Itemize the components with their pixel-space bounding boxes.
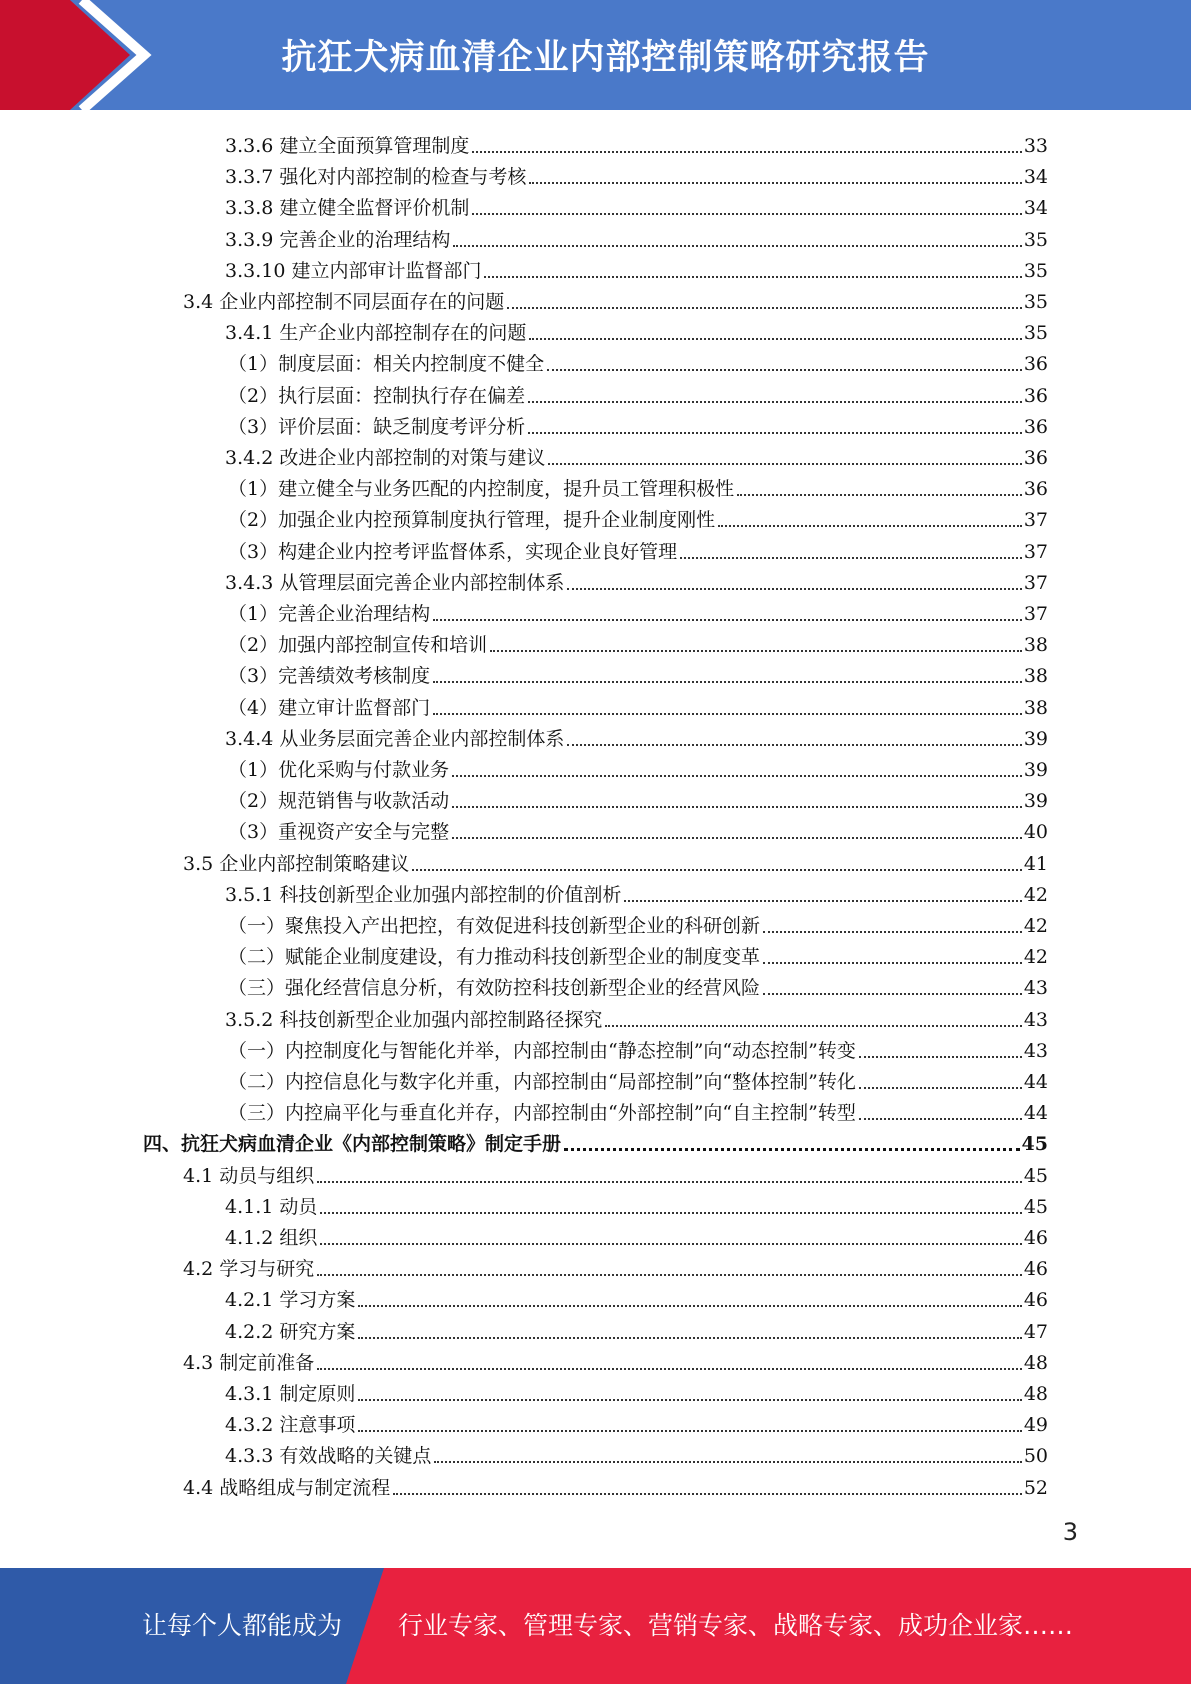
toc-entry[interactable]	[225, 720, 1048, 751]
toc-dot-leader	[763, 931, 1022, 933]
toc-entry-page: 41	[1023, 852, 1048, 875]
toc-dot-leader	[433, 713, 1022, 715]
toc-entry-page: 37	[1023, 540, 1048, 563]
toc-entry-title: （2）加强内部控制宣传和培训	[228, 634, 488, 657]
toc-entry-page: 36	[1023, 478, 1048, 501]
toc-dot-leader	[529, 182, 1021, 184]
toc-entry-title: 4.3.1 制定原则	[225, 1383, 356, 1405]
toc-entry-title: （二）赋能企业制度建设，有力推动科技创新型企业的制度变革	[228, 946, 761, 969]
toc-entry[interactable]	[225, 1188, 1048, 1219]
toc-entry-title: （二）内控信息化与数字化并重，内部控制由“局部控制”向“整体控制”转化	[228, 1071, 856, 1093]
toc-entry-title: 4.3.3 有效战略的关键点	[225, 1445, 432, 1468]
toc-entry-title: （一）聚焦投入产出把控，有效促进科技创新型企业的科研创新	[228, 915, 761, 937]
toc-entry-title: 4.2.1 学习方案	[225, 1289, 356, 1312]
toc-entry-page: 44	[1023, 1102, 1048, 1125]
toc-dot-leader	[453, 245, 1021, 247]
toc-entry-page: 43	[1023, 977, 1048, 1000]
toc-entry-page: 48	[1023, 1351, 1048, 1374]
toc-entry[interactable]	[183, 1157, 1048, 1188]
toc-entry-title: 4.3 制定前准备	[183, 1351, 315, 1374]
toc-entry-page: 38	[1023, 665, 1048, 688]
toc-entry[interactable]	[225, 158, 1048, 189]
toc-dot-leader	[484, 276, 1021, 278]
toc-entry-page: 36	[1023, 384, 1048, 407]
toc-entry-title: （三）强化经营信息分析，有效防控科技创新型企业的经营风险	[228, 977, 761, 1000]
toc-dot-leader	[529, 338, 1021, 340]
toc-entry[interactable]	[183, 845, 1048, 876]
toc-dot-leader	[605, 1025, 1021, 1027]
toc-entry-title: 3.5.2 科技创新型企业加强内部控制路径探究	[225, 1008, 603, 1031]
toc-entry[interactable]	[228, 1032, 1048, 1063]
toc-dot-leader	[680, 557, 1022, 559]
toc-dot-leader	[859, 1056, 1022, 1058]
toc-dot-leader	[859, 1087, 1022, 1089]
toc-entry[interactable]	[225, 564, 1048, 595]
toc-entry-title: 4.2.2 研究方案	[225, 1320, 356, 1343]
toc-entry-page: 39	[1023, 727, 1048, 750]
toc-entry-page: 40	[1023, 821, 1048, 844]
toc-entry[interactable]	[228, 408, 1048, 439]
toc-entry-page: 35	[1023, 322, 1048, 345]
toc-dot-leader	[358, 1399, 1021, 1401]
toc-entry-page: 43	[1023, 1008, 1048, 1031]
toc-entry[interactable]	[228, 907, 1048, 938]
toc-entry[interactable]	[228, 501, 1048, 532]
toc-entry-page: 37	[1023, 509, 1048, 532]
toc-entry-page: 47	[1023, 1320, 1048, 1343]
toc-entry[interactable]	[228, 533, 1048, 564]
toc-dot-leader	[718, 525, 1022, 527]
toc-dot-leader	[358, 1430, 1021, 1432]
toc-dot-leader	[564, 1148, 1020, 1151]
toc-entry[interactable]	[225, 876, 1048, 907]
toc-entry-title: （1）优化采购与付款业务	[228, 759, 450, 781]
toc-entry-page: 37	[1023, 603, 1048, 625]
toc-entry-title: （三）内控扁平化与垂直化并存，内部控制由“外部控制”向“自主控制”转型	[228, 1102, 856, 1125]
toc-entry-page: 35	[1023, 259, 1048, 282]
toc-dot-leader	[320, 1212, 1021, 1214]
toc-entry-title: （2）执行层面：控制执行存在偏差	[228, 384, 526, 407]
toc-entry[interactable]	[228, 1063, 1048, 1094]
toc-entry-page: 43	[1023, 1039, 1048, 1062]
toc-dot-leader	[317, 1274, 1022, 1276]
page-header	[0, 0, 1191, 110]
toc-entry[interactable]	[228, 470, 1048, 501]
toc-entry-title: （1）建立健全与业务匹配的内控制度，提升员工管理积极性	[228, 478, 735, 501]
footer-slogan-left: 让每个人都能成为	[142, 1611, 343, 1640]
toc-dot-leader	[548, 463, 1021, 465]
toc-entry[interactable]	[225, 127, 1048, 158]
page-number: 3	[1062, 1518, 1078, 1546]
toc-entry-title: 3.4.1 生产企业内部控制存在的问题	[225, 322, 527, 345]
toc-dot-leader	[452, 806, 1022, 808]
toc-entry-page: 50	[1023, 1445, 1048, 1468]
toc-dot-leader	[490, 650, 1022, 652]
toc-entry[interactable]	[228, 626, 1048, 657]
toc-entry-page: 46	[1023, 1289, 1048, 1312]
toc-entry-title: 4.1.2 组织	[225, 1227, 318, 1249]
toc-entry[interactable]	[225, 1001, 1048, 1032]
toc-dot-leader	[434, 1461, 1021, 1463]
toc-entry-title: 4.1.1 动员	[225, 1195, 318, 1218]
toc-entry-title: 3.3.9 完善企业的治理结构	[225, 228, 451, 251]
toc-entry-page: 36	[1023, 415, 1048, 438]
toc-entry-title: 4.2 学习与研究	[183, 1258, 315, 1281]
toc-entry-page: 39	[1023, 790, 1048, 813]
toc-entry-page: 42	[1023, 915, 1048, 937]
toc-entry[interactable]	[228, 813, 1048, 844]
document-title: 抗狂犬病血清企业内部控制策略研究报告	[281, 38, 930, 78]
toc-dot-leader	[412, 869, 1022, 871]
toc-entry-page: 44	[1023, 1071, 1048, 1093]
toc-entry-page: 33	[1023, 135, 1048, 157]
toc-entry-title: 3.5 企业内部控制策略建议	[183, 852, 410, 875]
toc-entry-title: 3.4.3 从管理层面完善企业内部控制体系	[225, 571, 565, 594]
toc-dot-leader	[358, 1305, 1021, 1307]
toc-entry[interactable]	[225, 1219, 1048, 1250]
toc-dot-leader	[547, 369, 1022, 371]
toc-entry[interactable]	[183, 1344, 1048, 1375]
toc-entry-page: 35	[1023, 228, 1048, 251]
toc-entry-page: 49	[1023, 1414, 1048, 1437]
toc-entry[interactable]	[183, 283, 1048, 314]
toc-entry-page: 46	[1023, 1227, 1048, 1249]
toc-entry[interactable]	[183, 1469, 1048, 1500]
toc-entry[interactable]	[228, 938, 1048, 969]
toc-entry-page: 45	[1023, 1195, 1048, 1218]
toc-dot-leader	[452, 837, 1022, 839]
toc-entry-page: 45	[1023, 1164, 1048, 1187]
toc-entry-page: 35	[1023, 291, 1048, 313]
toc-entry[interactable]	[228, 782, 1048, 813]
toc-dot-leader	[528, 401, 1022, 403]
toc-entry-page: 48	[1023, 1383, 1048, 1405]
toc-entry-title: （1）完善企业治理结构	[228, 603, 431, 625]
toc-dot-leader	[507, 307, 1022, 309]
toc-dot-leader	[472, 213, 1021, 215]
toc-entry-page: 37	[1023, 571, 1048, 594]
toc-dot-leader	[859, 1118, 1022, 1120]
toc-entry-page: 52	[1023, 1476, 1048, 1499]
toc-entry[interactable]	[143, 1125, 1048, 1156]
toc-dot-leader	[624, 900, 1021, 902]
toc-dot-leader	[763, 993, 1022, 995]
toc-entry[interactable]	[225, 1437, 1048, 1468]
toc-dot-leader	[358, 1337, 1021, 1339]
toc-dot-leader	[452, 775, 1022, 777]
toc-entry-page: 42	[1023, 883, 1048, 906]
toc-entry-page: 36	[1023, 353, 1048, 376]
toc-entry-title: （3）重视资产安全与完整	[228, 821, 450, 844]
page-footer	[0, 1568, 1191, 1684]
toc-entry-title: （一）内控制度化与智能化并举，内部控制由“静态控制”向“动态控制”转变	[228, 1039, 856, 1062]
toc-entry-title: 3.5.1 科技创新型企业加强内部控制的价值剖析	[225, 883, 622, 906]
toc-entry-title: （4）建立审计监督部门	[228, 696, 431, 719]
toc-entry-title: 四、抗狂犬病血清企业《内部控制策略》制定手册	[143, 1133, 562, 1156]
toc-entry-title: 4.3.2 注意事项	[225, 1414, 356, 1437]
toc-entry[interactable]	[225, 189, 1048, 220]
toc-entry-title: 3.4.4 从业务层面完善企业内部控制体系	[225, 727, 565, 750]
toc-entry-page: 42	[1023, 946, 1048, 969]
toc-entry[interactable]	[228, 595, 1048, 626]
toc-entry-page: 34	[1023, 166, 1048, 189]
toc-entry-page: 38	[1023, 634, 1048, 657]
toc-dot-leader	[433, 681, 1022, 683]
toc-dot-leader	[737, 494, 1022, 496]
toc-entry-title: （1）制度层面：相关内控制度不健全	[228, 353, 545, 376]
toc-dot-leader	[567, 744, 1021, 746]
toc-entry[interactable]	[225, 252, 1048, 283]
toc-dot-leader	[763, 962, 1022, 964]
toc-dot-leader	[528, 432, 1022, 434]
toc-dot-leader	[472, 151, 1021, 153]
toc-entry-title: （2）规范销售与收款活动	[228, 790, 450, 813]
toc-entry-page: 34	[1023, 197, 1048, 220]
toc-entry[interactable]	[228, 345, 1048, 376]
toc-entry-title: 3.3.8 建立健全监督评价机制	[225, 197, 470, 220]
toc-entry[interactable]	[225, 314, 1048, 345]
toc-entry[interactable]	[228, 1094, 1048, 1125]
toc-entry-page: 46	[1023, 1258, 1048, 1281]
toc-entry[interactable]	[183, 1250, 1048, 1281]
toc-entry[interactable]	[225, 439, 1048, 470]
toc-entry-title: （3）完善绩效考核制度	[228, 665, 431, 688]
toc-entry-title: 4.1 动员与组织	[183, 1164, 315, 1187]
toc-entry[interactable]	[225, 1281, 1048, 1312]
toc-entry[interactable]	[225, 1406, 1048, 1437]
toc-entry[interactable]	[225, 221, 1048, 252]
toc-entry-page: 38	[1023, 696, 1048, 719]
toc-dot-leader	[433, 619, 1022, 621]
toc-entry-title: 3.4 企业内部控制不同层面存在的问题	[183, 291, 505, 313]
toc-entry-title: （3）评价层面：缺乏制度考评分析	[228, 415, 526, 438]
toc-entry[interactable]	[228, 751, 1048, 782]
toc-entry[interactable]	[225, 1313, 1048, 1344]
footer-slogan-right: 行业专家、管理专家、营销专家、战略专家、成功企业家……	[398, 1611, 1074, 1640]
toc-dot-leader	[317, 1368, 1022, 1370]
toc-entry[interactable]	[228, 689, 1048, 720]
toc-dot-leader	[393, 1493, 1022, 1495]
toc-entry-title: 4.4 战略组成与制定流程	[183, 1476, 391, 1499]
toc-entry[interactable]	[228, 377, 1048, 408]
toc-entry-page: 39	[1023, 759, 1048, 781]
toc-entry-title: （2）加强企业内控预算制度执行管理，提升企业制度刚性	[228, 509, 716, 532]
toc-entry-title: 3.3.6 建立全面预算管理制度	[225, 135, 470, 157]
toc-entry[interactable]	[228, 657, 1048, 688]
toc-entry-title: （3）构建企业内控考评监督体系，实现企业良好管理	[228, 540, 678, 563]
toc-dot-leader	[320, 1243, 1021, 1245]
toc-entry-title: 3.3.7 强化对内部控制的检查与考核	[225, 166, 527, 189]
toc-entry-title: 3.4.2 改进企业内部控制的对策与建议	[225, 447, 546, 469]
toc-dot-leader	[317, 1181, 1022, 1183]
toc-entry-page: 36	[1023, 447, 1048, 469]
toc-entry[interactable]	[225, 1375, 1048, 1406]
toc-entry-page: 45	[1021, 1133, 1048, 1156]
toc-entry-title: 3.3.10 建立内部审计监督部门	[225, 259, 482, 282]
toc-dot-leader	[567, 588, 1021, 590]
toc-entry[interactable]	[228, 969, 1048, 1000]
